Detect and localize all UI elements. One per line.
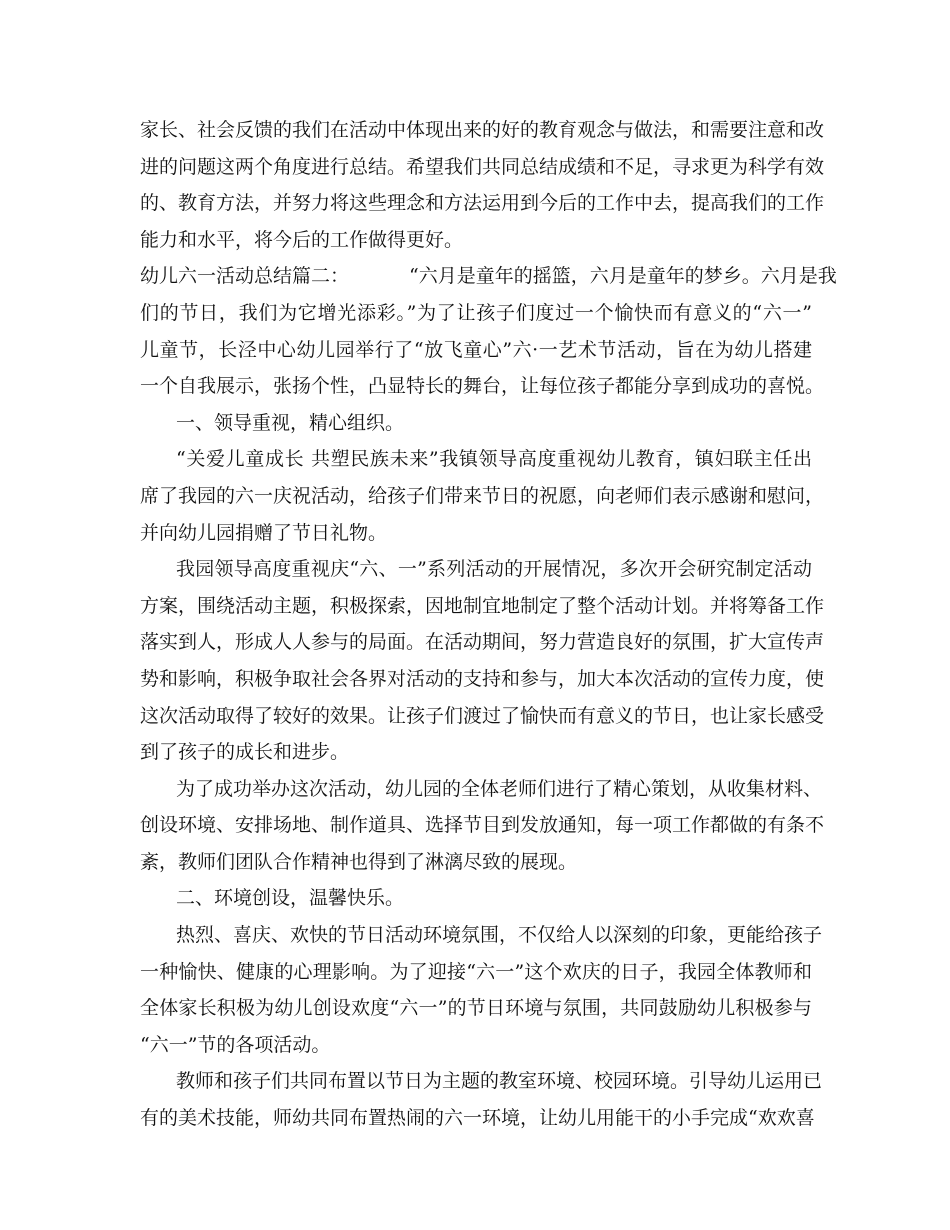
document-body: [140, 112, 837, 1137]
text-line: 并向幼儿园捐赠了节日礼物。: [140, 521, 388, 544]
text-line: 这次活动取得了较好的效果。让孩子们渡过了愉快而有意义的节日，也让家长感受: [140, 704, 825, 727]
text-line: 我园领导高度重视庆“六、一”系列活动的开展情况，多次开会研究制定活动: [176, 558, 812, 581]
text-line: 的、教育方法，并努力将这些理念和方法运用到今后的工作中去，提高我们的工作: [140, 192, 825, 215]
text-line: 进的问题这两个角度进行总结。希望我们共同总结成绩和不足，寻求更为科学有效: [140, 155, 825, 178]
section-title: 二、环境创设，温馨快乐。: [176, 887, 405, 910]
text-line: 教师和孩子们共同布置以节日为主题的教室环境、校园环境。引导幼儿运用已: [176, 1070, 823, 1093]
text-line: 紊，教师们团队合作精神也得到了淋漓尽致的展现。: [140, 850, 578, 873]
text-line: 全体家长积极为幼儿创设欢度“六一”的节日环境与氛围，共同鼓励幼儿积极参与: [140, 997, 812, 1020]
text-line: “六一”节的各项活动。: [140, 1033, 331, 1056]
text-line: 家长、社会反馈的我们在活动中体现出来的好的教育观念与做法，和需要注意和改: [140, 119, 825, 141]
heading-line: [140, 258, 837, 295]
text-line: 席了我园的六一庆祝活动，给孩子们带来节日的祝愿，向老师们表示感谢和慰问，: [140, 484, 825, 507]
text-line: 落实到人，形成人人参与的局面。在活动期间，努力营造良好的氛围，扩大宣传声: [140, 631, 825, 654]
section-heading: 幼儿六一活动总结篇二：: [140, 265, 350, 288]
text-line: 热烈、喜庆、欢快的节日活动环境氛围，不仅给人以深刻的印象，更能给孩子: [176, 924, 823, 947]
text-line: 有的美术技能，师幼共同布置热闹的六一环境，让幼儿用能干的小手完成“欢欢喜: [140, 1107, 815, 1130]
text-line: 们的节日，我们为它增光添彩。”为了让孩子们度过一个愉快而有意义的“六一”: [140, 301, 812, 324]
text-line: 势和影响，积极争取社会各界对活动的支持和参与，加大本次活动的宣传力度，使: [140, 667, 825, 690]
text-line: 儿童节，长泾中心幼儿园举行了“放飞童心”六·一艺术节活动，旨在为幼儿搭建: [140, 338, 812, 361]
text-line: “关爱儿童成长 共塑民族未来”我镇领导高度重视幼儿教育，镇妇联主任出: [176, 448, 812, 471]
text-line: 一种愉快、健康的心理影响。为了迎接“六一”这个欢庆的日子，我园全体教师和: [140, 960, 812, 983]
text-line: 创设环境、安排场地、制作道具、选择节目到发放通知，每一项工作都做的有条不: [140, 814, 825, 837]
text-line: 一个自我展示，张扬个性，凸显特长的舞台，让每位孩子都能分享到成功的喜悦。: [140, 375, 825, 398]
text-line: 能力和水平，将今后的工作做得更好。: [140, 228, 464, 251]
section-title: 一、领导重视，精心组织。: [176, 411, 405, 434]
text-line: 到了孩子的成长和进步。: [140, 741, 350, 764]
text-line: 方案，围绕活动主题，积极探索，因地制宜地制定了整个活动计划。并将筹备工作: [140, 594, 825, 617]
text-line: 为了成功举办这次活动，幼儿园的全体老师们进行了精心策划，从收集材料、: [176, 777, 823, 800]
intro-text: “六月是童年的摇篮，六月是童年的梦乡。六月是我: [409, 265, 837, 288]
